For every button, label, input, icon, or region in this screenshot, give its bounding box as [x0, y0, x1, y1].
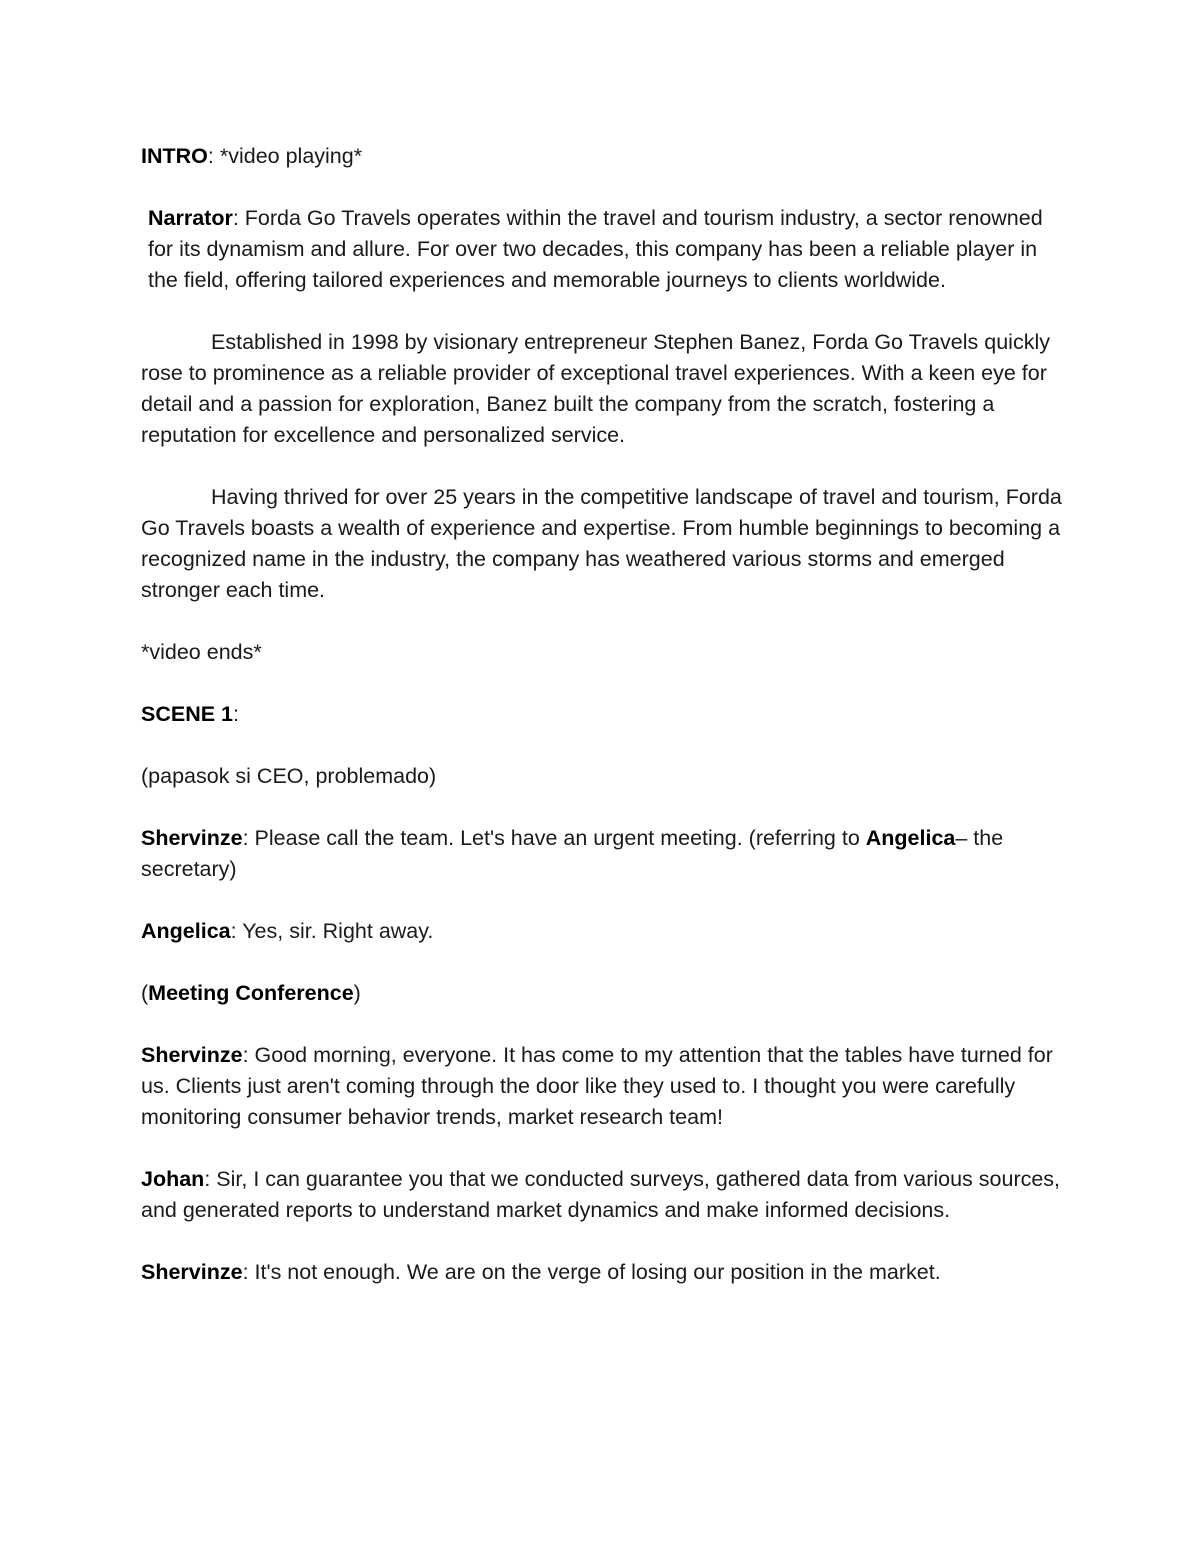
video-ends-paragraph: *video ends* [141, 640, 262, 664]
paren-close: ) [353, 981, 361, 1005]
scene-separator: : [233, 702, 239, 726]
dialogue-text: It's not enough. We are on the verge of losing our position in the market. [254, 1260, 941, 1284]
dialogue-text-after: – the secretary) [141, 826, 1004, 881]
speaker-shervinze: Shervinze [141, 826, 243, 850]
intro-label: INTRO [141, 144, 208, 168]
intro-paragraph [141, 141, 1071, 172]
paren-open: ( [141, 981, 149, 1005]
thrived-paragraph: Having thrived for over 25 years in the competitive landscape of travel and tourism, Forda Go Travels boasts a wealth of experience and expertise. From humble beginnings to becoming a recognized name in the industry, the company has weathered various storms and emerged stronger each time. [141, 485, 1062, 602]
dialogue-separator: : [242, 1043, 255, 1067]
dialogue-text: Yes, sir. Right away. [242, 919, 434, 943]
speaker-angelica: Angelica [141, 919, 231, 943]
narrator-text: Forda Go Travels operates within the travel and tourism industry, a sector renowned for its dynamism and allure. For over two decades, this company has been a reliable player in the field, offering tailored experiences and memorable journeys to clients worldwide. [148, 206, 1043, 292]
intro-separator: : [207, 144, 220, 168]
scene-heading [141, 699, 1071, 730]
intro-text: *video playing* [219, 144, 363, 168]
dialogue-text: Sir, I can guarantee you that we conducted surveys, gathered data from various sources, and generated reports to understand market dynamics and make informed decisions. [141, 1167, 1061, 1222]
document-body [141, 141, 1071, 1319]
dialogue-line-5 [141, 1257, 1071, 1288]
speaker-johan: Johan [141, 1167, 205, 1191]
meeting-label: Meeting Conference [148, 981, 354, 1005]
established-paragraph: Established in 1998 by visionary entrepreneur Stephen Banez, Forda Go Travels quickly rose to prominence as a reliable provider of exceptional travel experiences. With a keen eye for detail and a passion for exploration, Banez built the company from the scratch, fostering a reputation for excellence and personalized service. [141, 330, 1050, 447]
scene-label: SCENE 1 [141, 702, 234, 726]
dialogue-separator: : [242, 1260, 255, 1284]
narrator-separator: : [232, 206, 245, 230]
referenced-name-angelica: Angelica [865, 826, 956, 850]
dialogue-line-2 [141, 916, 1071, 947]
dialogue-separator: : [230, 919, 243, 943]
dialogue-text: Good morning, everyone. It has come to my attention that the tables have turned for us. Clients just aren't coming through the door like they used to. I thought you were carefully monitoring consumer behavior trends, market research team! [141, 1043, 1053, 1129]
dialogue-line-1 [141, 823, 1071, 885]
speaker-narrator: Narrator [148, 206, 233, 230]
dialogue-separator: : [204, 1167, 217, 1191]
dialogue-line-4 [141, 1164, 1071, 1226]
meeting-conference-heading [141, 978, 1071, 1009]
speaker-shervinze: Shervinze [141, 1043, 243, 1067]
narrator-paragraph [141, 203, 1071, 296]
stage-direction-ceo: (papasok si CEO, problemado) [141, 764, 437, 788]
dialogue-line-3 [141, 1040, 1071, 1133]
speaker-shervinze: Shervinze [141, 1260, 243, 1284]
dialogue-separator: : [242, 826, 255, 850]
dialogue-text: Please call the team. Let's have an urgent meeting. (referring to [254, 826, 866, 850]
